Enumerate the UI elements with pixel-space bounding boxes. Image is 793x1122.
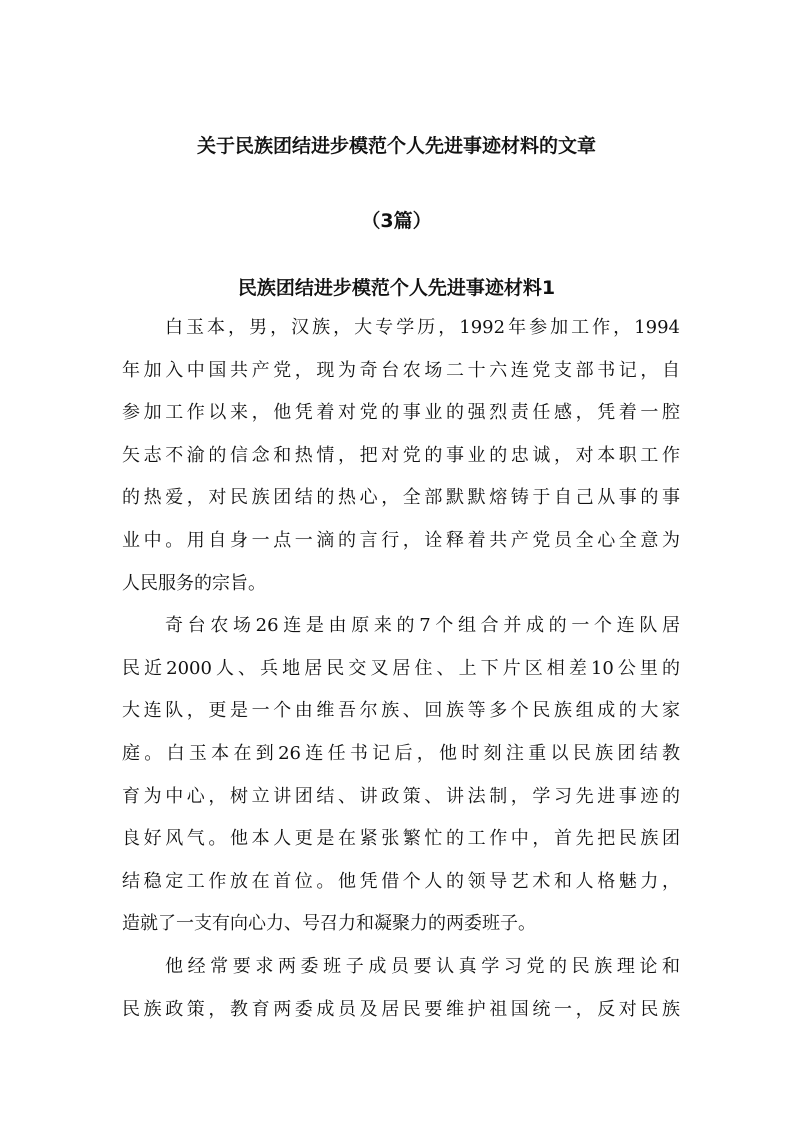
text-line: 的热爱，对民族团结的热心，全部默默熔铸于自己从事的事 [122,487,680,509]
text-line: 人民服务的宗旨。 [122,572,266,594]
document-title: 关于民族团结进步模范个人先进事迹材料的文章 [196,135,596,157]
text-line: 造就了一支有向心力、号召力和凝聚力的两委班子。 [122,913,536,935]
text-line: 白玉本，男，汉族，大专学历，1992年参加工作，1994 [165,317,680,338]
text-line: 民近2000人、兵地居民交叉居住、上下片区相差10公里的 [122,657,680,679]
document-body [122,316,680,1040]
section-heading: 民族团结进步模范个人先进事迹材料1 [237,277,556,299]
text-line: 年加入中国共产党，现为奇台农场二十六连党支部书记，自 [122,359,680,381]
text-line: 业中。用自身一点一滴的言行，诠释着共产党员全心全意为 [122,529,680,551]
text-line: 矢志不渝的信念和热情，把对党的事业的忠诚，对本职工作 [122,444,680,466]
text-line: 结稳定工作放在首位。他凭借个人的领导艺术和人格魅力， [122,870,680,892]
text-line: 庭。白玉本在到26连任书记后，他时刻注重以民族团结教 [122,742,680,764]
text-line: 奇台农场26连是由原来的7个组合并成的一个连队居 [165,615,680,637]
text-line: 良好风气。他本人更是在紧张繁忙的工作中，首先把民族团 [122,828,680,850]
text-line: 育为中心，树立讲团结、讲政策、讲法制，学习先进事迹的 [122,785,680,807]
text-line: 参加工作以来，他凭着对党的事业的强烈责任感，凭着一腔 [122,402,680,424]
text-line: 他经常要求两委班子成员要认真学习党的民族理论和 [165,955,680,977]
text-line: 大连队，更是一个由维吾尔族、回族等多个民族组成的大家 [122,700,680,722]
document-subtitle: （3篇） [361,210,432,232]
text-line: 民族政策，教育两委成员及居民要维护祖国统一，反对民族 [122,998,680,1020]
